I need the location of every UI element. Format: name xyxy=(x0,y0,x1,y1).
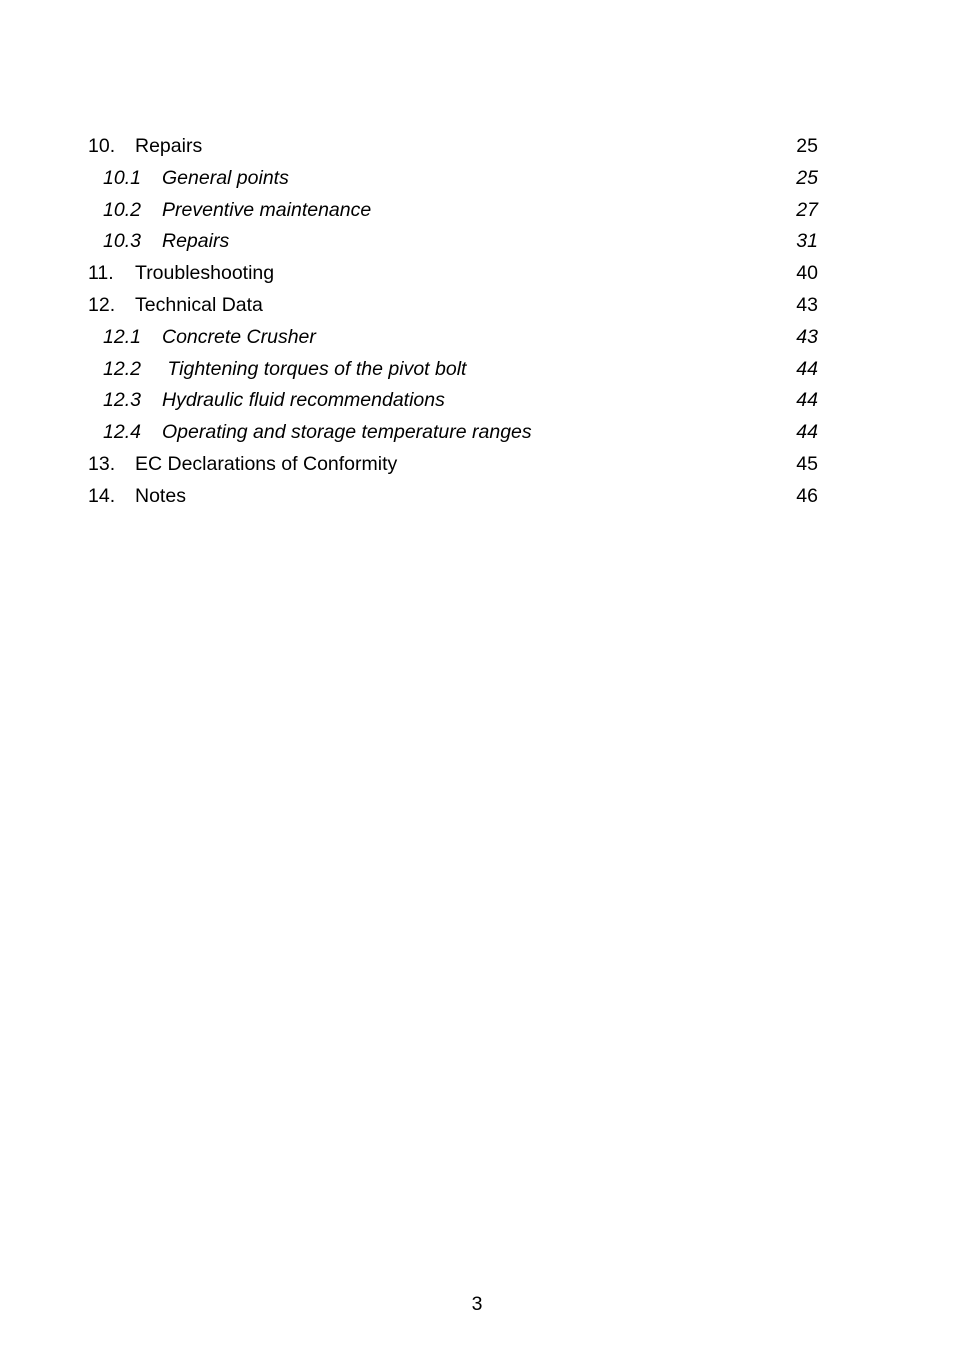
toc-entry[interactable] xyxy=(88,449,818,481)
toc-entry[interactable] xyxy=(88,258,818,290)
toc-entry-number: 12.2 xyxy=(103,357,141,380)
toc-entry-title: Concrete Crusher xyxy=(162,325,316,348)
table-of-contents xyxy=(88,131,818,513)
toc-entry-number: 10.1 xyxy=(103,166,141,189)
toc-entry-title: Repairs xyxy=(135,135,203,157)
toc-subentry[interactable] xyxy=(88,226,818,258)
toc-entry-page: 43 xyxy=(796,325,818,348)
page-number: 3 xyxy=(471,1293,483,1315)
toc-entry-title: Tightening torques of the pivot bolt xyxy=(162,357,467,380)
toc-entry-page: 27 xyxy=(796,198,818,221)
toc-entry-number: 13. xyxy=(88,452,116,475)
toc-entry-page: 31 xyxy=(796,230,818,253)
toc-entry-page: 40 xyxy=(796,262,818,285)
toc-entry-title: Hydraulic fluid recommendations xyxy=(162,389,445,412)
toc-entry-title: Technical Data xyxy=(135,293,263,316)
toc-entry-number: 14. xyxy=(88,484,116,507)
toc-entry-number: 10.3 xyxy=(103,230,141,253)
toc-subentry[interactable] xyxy=(88,322,818,354)
toc-entry[interactable] xyxy=(88,131,818,163)
toc-entry-page: 45 xyxy=(796,452,818,475)
toc-entry-page: 25 xyxy=(796,135,818,157)
toc-entry-title: EC Declarations of Conformity xyxy=(135,452,398,475)
toc-entry-page: 44 xyxy=(796,357,818,380)
toc-entry-title: General points xyxy=(162,166,289,189)
toc-subentry[interactable] xyxy=(88,163,818,195)
toc-entry-page: 46 xyxy=(796,484,818,507)
toc-entry-number: 12.3 xyxy=(103,389,141,412)
toc-entry-number: 10.2 xyxy=(103,198,141,221)
toc-entry-title: Notes xyxy=(135,484,186,507)
toc-entry-number: 12.1 xyxy=(103,325,141,348)
toc-entry[interactable] xyxy=(88,290,818,322)
toc-subentry[interactable] xyxy=(88,195,818,227)
toc-entry-number: 11. xyxy=(88,262,114,285)
toc-entry-page: 44 xyxy=(796,389,818,412)
toc-subentry[interactable] xyxy=(88,385,818,417)
toc-entry-title: Repairs xyxy=(162,230,230,253)
toc-subentry[interactable] xyxy=(88,417,818,449)
toc-entry-title: Troubleshooting xyxy=(135,262,275,285)
toc-entry[interactable] xyxy=(88,481,818,513)
toc-entry-number: 12.4 xyxy=(103,421,141,444)
toc-entry-title: Preventive maintenance xyxy=(162,198,372,221)
toc-entry-page: 25 xyxy=(796,166,818,189)
toc-entry-title: Operating and storage temperature ranges xyxy=(162,421,532,444)
toc-entry-page: 43 xyxy=(796,293,818,316)
toc-entry-page: 44 xyxy=(796,421,818,444)
toc-subentry[interactable] xyxy=(88,354,818,386)
toc-entry-number: 12. xyxy=(88,293,116,316)
toc-entry-number: 10. xyxy=(88,135,116,157)
